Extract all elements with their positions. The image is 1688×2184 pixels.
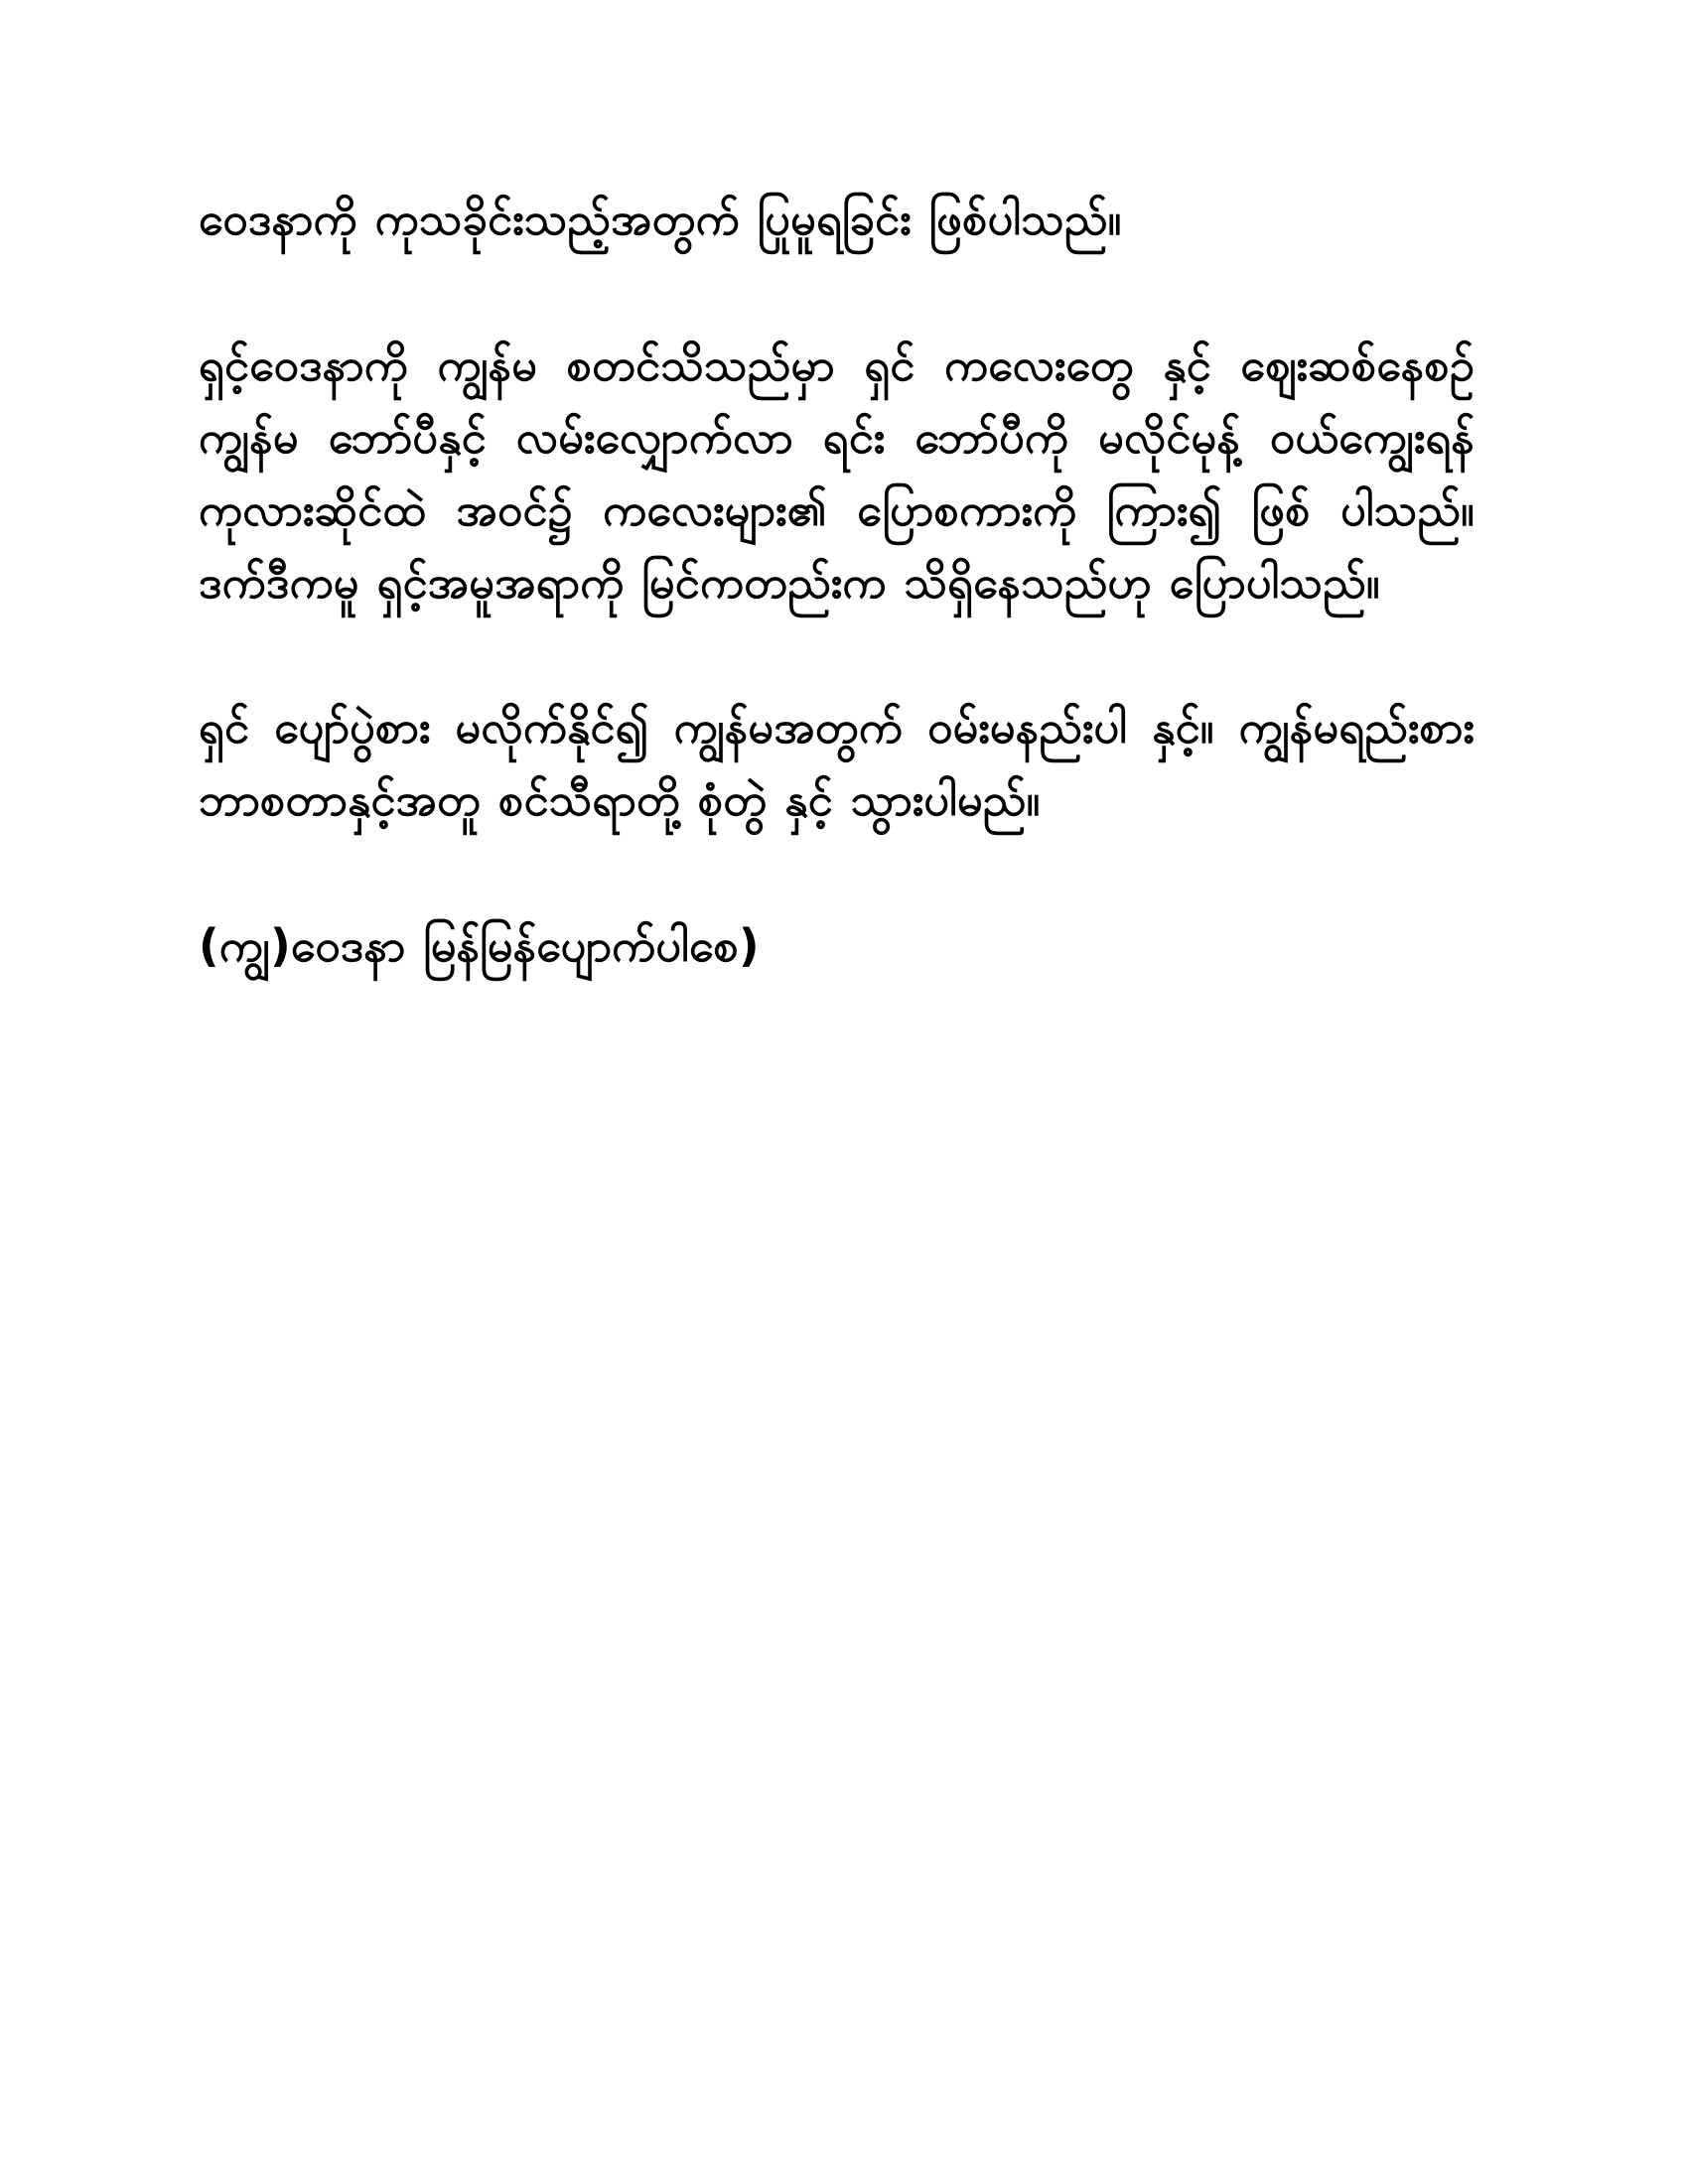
paragraph-closing: (ကျွ)ဝေဒနာ မြန်မြန်ပျောက်ပါစေ) (199, 919, 760, 973)
paragraph-2: ရှင့်ဝေဒနာကို ကျွန်မ စတင်သိသည်မှာ ရှင် ကလေးတွေ နှင့် ဈေးဆစ်နေစဉ် ကျွန်မ ဘော်ပီနှင့် လမ်းလျှောက်လာ ရင်း ဘော်ပီကို မလိုင်မုန့် ဝယ်ကျွေးရန် ကုလားဆိုင်ထဲ အဝင်၌ ကလေးများ၏ ပြောစကားကို ကြား၍ ဖြစ် ပါသည်။ ဒက်ဒီကမူ ရှင့်အမူအရာကို မြင်ကတည်းက သိရှိနေသည်ဟု ပြောပါသည်။ (199, 338, 1475, 609)
paragraph-1: ဝေဒနာကို ကုသခိုင်းသည့်အတွက် ပြုမူရခြင်း ဖြစ်ပါသည်။ (199, 193, 1122, 245)
paragraph-3: ရှင် ပျော်ပွဲစား မလိုက်နိုင်၍ ကျွန်မအတွက် ဝမ်းမနည်းပါ နှင့်။ ကျွန်မရည်းစား ဘာစတာနှင့်အတူ စင်သီရာတို့ စုံတွဲ နှင့် သွားပါမည်။ (199, 701, 1475, 827)
document-body (199, 184, 1475, 983)
